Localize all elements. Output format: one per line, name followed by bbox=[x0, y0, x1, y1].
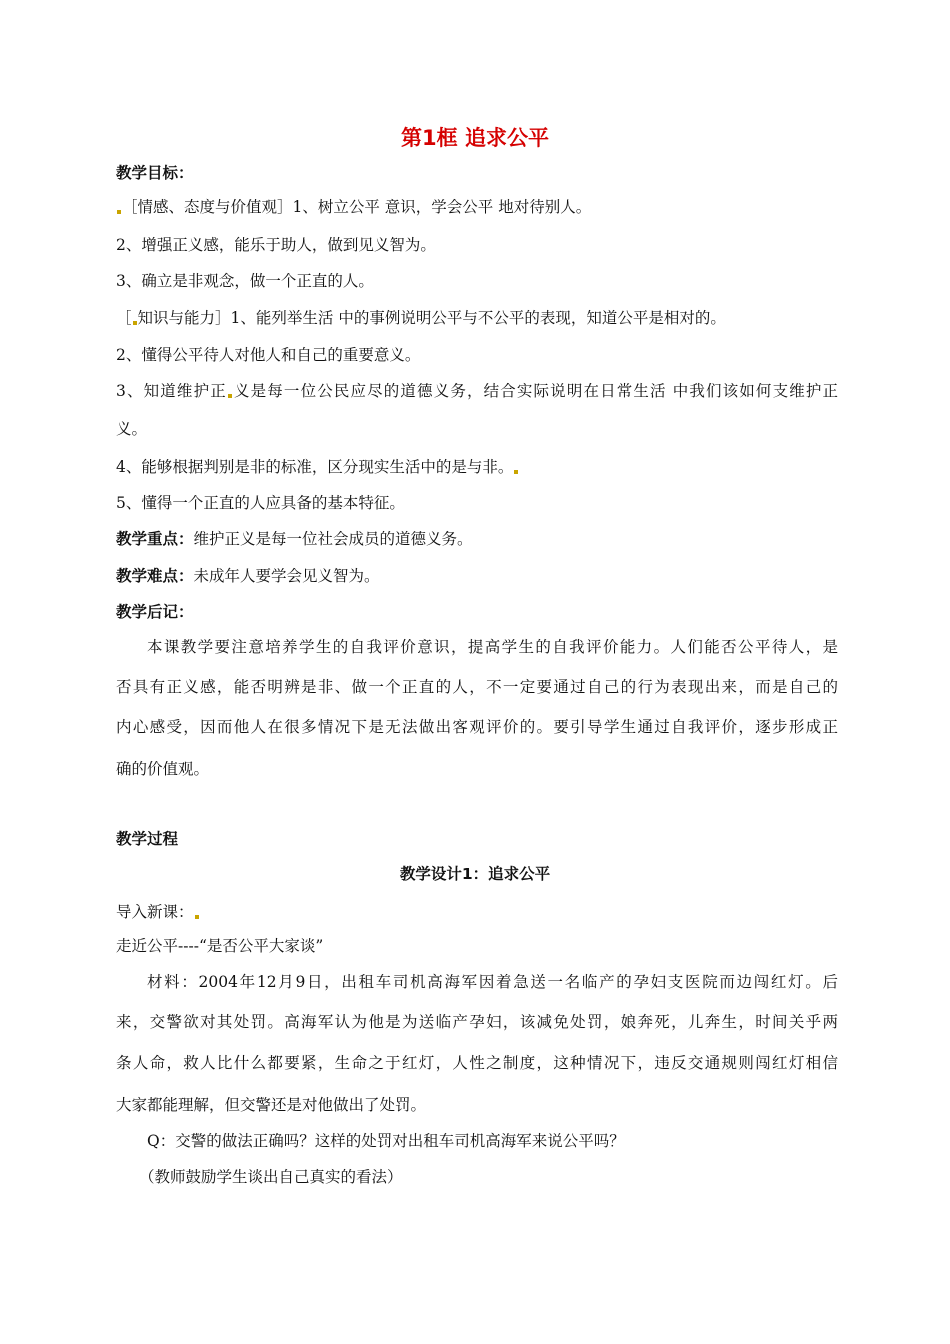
design-heading: 教学设计1：追求公平 bbox=[399, 865, 551, 883]
key-point: 教学重点：维护正义是每一位社会成员的道德义务。 bbox=[116, 530, 473, 548]
goal-knowledge-4: 4、能够根据判别是非的标准，区分现实生活中的是与非。 bbox=[116, 457, 838, 477]
notes-line-2: 否具有正义感，能否明辨是非、做一个正直的人，不一定要通过自己的行为表现出来，而是自己的 bbox=[116, 678, 838, 696]
goal-knowledge-1: ［ 知识与能力］1、能列举生活 中的事例说明公平与不公平的表现，知道公平是相对的。 bbox=[116, 309, 726, 327]
marker-dot bbox=[133, 321, 137, 325]
goal-knowledge-5: 5、懂得一个正直的人应具备的基本特征。 bbox=[116, 494, 405, 512]
intro-label: 导入新课： bbox=[116, 902, 838, 922]
goals-heading: 教学目标： bbox=[116, 164, 194, 182]
material-line-2: 来，交警欲对其处罚。高海军认为他是为送临产孕妇，该减免处罚，娘奔死，儿奔生，时间关乎两 bbox=[116, 1013, 838, 1031]
material-line-4: 大家都能理解，但交警还是对他做出了处罚。 bbox=[116, 1096, 427, 1114]
goal-knowledge-2: 2、懂得公平待人对他人和自己的重要意义。 bbox=[116, 346, 421, 364]
goal-emotion-3: 3、确立是非观念，做一个正直的人。 bbox=[116, 272, 374, 290]
goal-emotion-1: ［情感、态度与价值观］1、树立公平 意识，学会公平 地对待别人。 bbox=[116, 197, 838, 217]
difficulty: 教学难点：未成年人要学会见义智为。 bbox=[116, 567, 380, 585]
page-title: 第1框 追求公平 bbox=[401, 126, 549, 150]
notes-line-3: 内心感受，因而他人在很多情况下是无法做出客观评价的。要引导学生通过自我评价，逐步形成正 bbox=[116, 718, 838, 736]
goal-emotion-2: 2、增强正义感，能乐于助人，做到见义智为。 bbox=[116, 236, 436, 254]
marker-dot bbox=[195, 915, 199, 919]
approach-line: 走近公平----“是否公平大家谈” bbox=[116, 937, 324, 955]
goal-knowledge-3-cont: 义。 bbox=[116, 420, 148, 438]
teacher-note: （教师鼓励学生谈出自己真实的看法） bbox=[139, 1168, 403, 1186]
notes-line-4: 确的价值观。 bbox=[116, 760, 210, 778]
marker-dot bbox=[117, 210, 121, 214]
goal-knowledge-3: 3、知道维护正 义是每一位公民应尽的道德义务，结合实际说明在日常生活 中我们该如何支维护正 bbox=[116, 382, 838, 400]
material-line-3: 条人命，救人比什么都要紧，生命之于红灯，人性之制度，这种情况下，违反交通规则闯红灯相信 bbox=[116, 1054, 838, 1072]
marker-dot bbox=[514, 470, 518, 474]
notes-heading: 教学后记： bbox=[116, 603, 194, 621]
notes-line-1: 本课教学要注意培养学生的自我评价意识，提高学生的自我评价能力。人们能否公平待人，是 bbox=[147, 638, 838, 656]
process-heading: 教学过程 bbox=[116, 830, 179, 848]
question-line: Q：交警的做法正确吗？这样的处罚对出租车司机高海军来说公平吗？ bbox=[147, 1132, 625, 1150]
marker-dot bbox=[228, 394, 232, 398]
material-line-1: 材料：2004年12月9日，出租车司机高海军因着急送一名临产的孕妇支医院而边闯红灯。后 bbox=[147, 973, 838, 991]
